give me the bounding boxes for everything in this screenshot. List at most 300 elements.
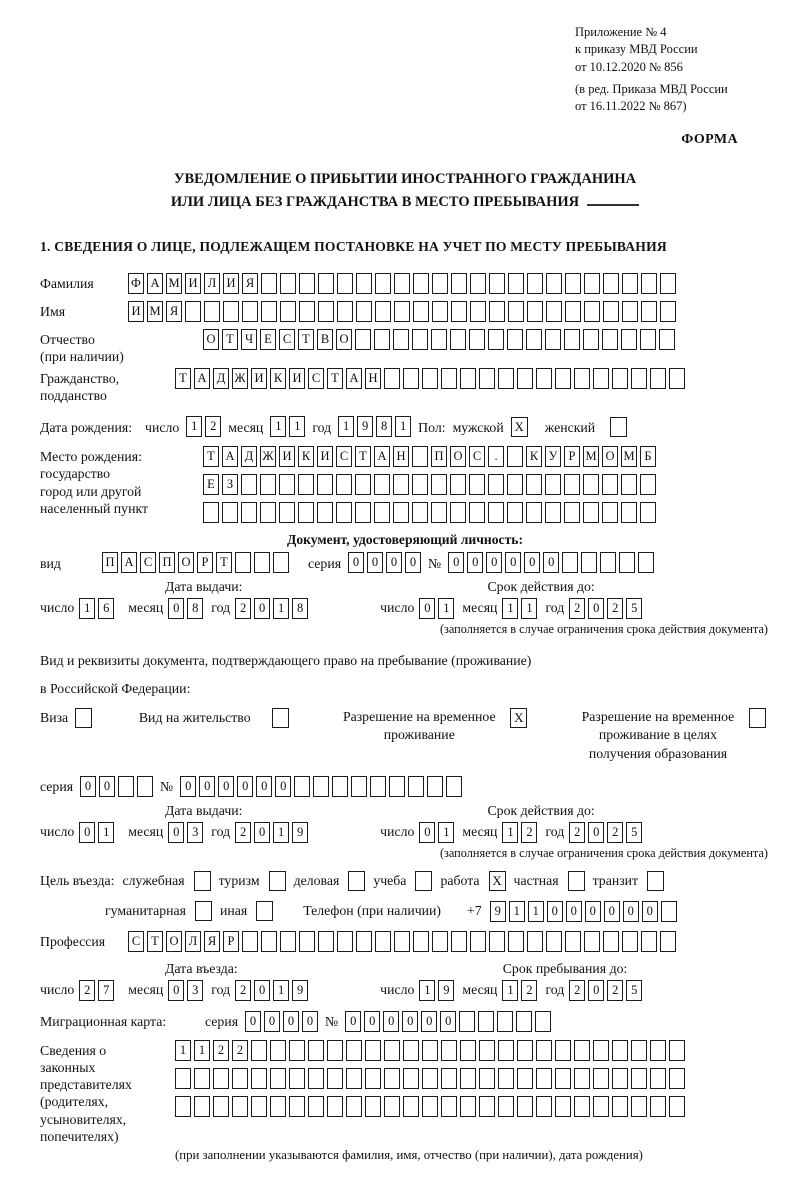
char-cell[interactable] (612, 368, 628, 389)
char-cell[interactable] (451, 301, 467, 322)
char-cell[interactable]: 8 (376, 416, 392, 437)
char-cell[interactable]: Т (203, 446, 219, 467)
char-cell[interactable] (602, 329, 618, 350)
char-cell[interactable]: К (270, 368, 286, 389)
char-cell[interactable]: И (251, 368, 267, 389)
char-cell[interactable]: 0 (566, 901, 582, 922)
char-cell[interactable]: 1 (98, 822, 114, 843)
char-cell[interactable] (631, 1040, 647, 1061)
char-cell[interactable]: 0 (367, 552, 383, 573)
char-cell[interactable] (622, 273, 638, 294)
char-cell[interactable] (260, 502, 276, 523)
char-cell[interactable]: 1 (289, 416, 305, 437)
char-cell[interactable] (384, 368, 400, 389)
char-cell[interactable] (660, 931, 676, 952)
char-cell[interactable] (332, 776, 348, 797)
char-cell[interactable] (497, 1011, 513, 1032)
purpose-study-checkbox[interactable] (415, 871, 432, 891)
char-cell[interactable]: М (621, 446, 637, 467)
char-cell[interactable] (432, 273, 448, 294)
char-cell[interactable] (488, 474, 504, 495)
char-cell[interactable]: 2 (607, 822, 623, 843)
char-cell[interactable] (600, 552, 616, 573)
char-cell[interactable]: М (166, 273, 182, 294)
char-cell[interactable]: 0 (168, 980, 184, 1001)
char-cell[interactable]: 0 (505, 552, 521, 573)
char-cell[interactable]: Ч (241, 329, 257, 350)
char-cell[interactable] (593, 1040, 609, 1061)
purpose-transit-checkbox[interactable] (647, 871, 664, 891)
char-cell[interactable] (545, 474, 561, 495)
char-cell[interactable] (669, 1068, 685, 1089)
char-cell[interactable] (527, 931, 543, 952)
char-cell[interactable] (631, 1096, 647, 1117)
char-cell[interactable] (204, 301, 220, 322)
char-cell[interactable] (469, 502, 485, 523)
char-cell[interactable]: 0 (448, 552, 464, 573)
char-cell[interactable]: Т (147, 931, 163, 952)
char-cell[interactable]: 0 (245, 1011, 261, 1032)
char-cell[interactable] (254, 552, 270, 573)
char-cell[interactable] (581, 552, 597, 573)
char-cell[interactable] (460, 1040, 476, 1061)
char-cell[interactable] (535, 1011, 551, 1032)
char-cell[interactable] (403, 368, 419, 389)
char-cell[interactable] (232, 1068, 248, 1089)
char-cell[interactable] (260, 474, 276, 495)
char-cell[interactable] (327, 1096, 343, 1117)
char-cell[interactable]: 0 (237, 776, 253, 797)
char-cell[interactable]: 1 (438, 598, 454, 619)
char-cell[interactable]: Р (223, 931, 239, 952)
char-cell[interactable] (235, 552, 251, 573)
char-cell[interactable] (564, 329, 580, 350)
char-cell[interactable]: З (222, 474, 238, 495)
char-cell[interactable] (574, 368, 590, 389)
char-cell[interactable]: 0 (275, 776, 291, 797)
char-cell[interactable]: 1 (175, 1040, 191, 1061)
char-cell[interactable]: Т (327, 368, 343, 389)
char-cell[interactable] (555, 1068, 571, 1089)
char-cell[interactable] (375, 273, 391, 294)
char-cell[interactable] (273, 552, 289, 573)
char-cell[interactable]: О (178, 552, 194, 573)
char-cell[interactable] (413, 301, 429, 322)
char-cell[interactable]: П (431, 446, 447, 467)
char-cell[interactable] (478, 1011, 494, 1032)
char-cell[interactable] (489, 301, 505, 322)
char-cell[interactable] (564, 474, 580, 495)
char-cell[interactable] (432, 931, 448, 952)
char-cell[interactable]: 0 (168, 822, 184, 843)
char-cell[interactable]: 2 (569, 980, 585, 1001)
char-cell[interactable] (650, 1096, 666, 1117)
char-cell[interactable]: 0 (168, 598, 184, 619)
char-cell[interactable] (327, 1040, 343, 1061)
char-cell[interactable]: 1 (194, 1040, 210, 1061)
char-cell[interactable] (223, 301, 239, 322)
char-cell[interactable]: 1 (528, 901, 544, 922)
char-cell[interactable] (203, 502, 219, 523)
char-cell[interactable]: Б (640, 446, 656, 467)
char-cell[interactable] (394, 273, 410, 294)
char-cell[interactable]: Т (355, 446, 371, 467)
char-cell[interactable]: И (317, 446, 333, 467)
char-cell[interactable] (336, 474, 352, 495)
char-cell[interactable] (631, 1068, 647, 1089)
char-cell[interactable]: Я (166, 301, 182, 322)
char-cell[interactable]: 8 (187, 598, 203, 619)
char-cell[interactable] (441, 1096, 457, 1117)
char-cell[interactable] (422, 1040, 438, 1061)
char-cell[interactable]: 2 (607, 980, 623, 1001)
char-cell[interactable]: С (279, 329, 295, 350)
char-cell[interactable]: Т (175, 368, 191, 389)
char-cell[interactable]: А (374, 446, 390, 467)
char-cell[interactable] (621, 474, 637, 495)
char-cell[interactable]: 0 (524, 552, 540, 573)
char-cell[interactable]: 0 (547, 901, 563, 922)
char-cell[interactable] (427, 776, 443, 797)
char-cell[interactable]: 0 (283, 1011, 299, 1032)
char-cell[interactable] (584, 273, 600, 294)
char-cell[interactable]: 0 (421, 1011, 437, 1032)
char-cell[interactable]: 1 (273, 980, 289, 1001)
char-cell[interactable]: 0 (79, 822, 95, 843)
char-cell[interactable]: Н (365, 368, 381, 389)
purpose-work-checkbox[interactable]: X (489, 871, 506, 891)
char-cell[interactable] (261, 301, 277, 322)
char-cell[interactable] (555, 368, 571, 389)
char-cell[interactable]: А (194, 368, 210, 389)
char-cell[interactable] (517, 1096, 533, 1117)
char-cell[interactable] (251, 1040, 267, 1061)
char-cell[interactable]: 0 (419, 822, 435, 843)
char-cell[interactable]: Р (564, 446, 580, 467)
char-cell[interactable]: О (166, 931, 182, 952)
char-cell[interactable] (356, 301, 372, 322)
char-cell[interactable] (545, 329, 561, 350)
char-cell[interactable]: 2 (607, 598, 623, 619)
char-cell[interactable]: 1 (270, 416, 286, 437)
char-cell[interactable]: 2 (521, 980, 537, 1001)
char-cell[interactable] (289, 1068, 305, 1089)
char-cell[interactable]: 1 (395, 416, 411, 437)
char-cell[interactable] (355, 329, 371, 350)
char-cell[interactable]: 0 (440, 1011, 456, 1032)
char-cell[interactable] (460, 1068, 476, 1089)
char-cell[interactable] (241, 474, 257, 495)
char-cell[interactable] (294, 776, 310, 797)
char-cell[interactable] (393, 502, 409, 523)
char-cell[interactable] (374, 329, 390, 350)
char-cell[interactable]: А (346, 368, 362, 389)
char-cell[interactable] (393, 474, 409, 495)
char-cell[interactable]: 6 (98, 598, 114, 619)
char-cell[interactable] (441, 1068, 457, 1089)
char-cell[interactable] (374, 474, 390, 495)
char-cell[interactable] (460, 1096, 476, 1117)
char-cell[interactable] (621, 329, 637, 350)
char-cell[interactable] (441, 1040, 457, 1061)
char-cell[interactable]: 2 (235, 822, 251, 843)
char-cell[interactable] (508, 931, 524, 952)
char-cell[interactable] (317, 502, 333, 523)
char-cell[interactable]: 1 (273, 822, 289, 843)
char-cell[interactable]: 1 (509, 901, 525, 922)
char-cell[interactable]: Ф (128, 273, 144, 294)
char-cell[interactable] (375, 931, 391, 952)
char-cell[interactable] (507, 329, 523, 350)
char-cell[interactable] (194, 1068, 210, 1089)
char-cell[interactable] (545, 502, 561, 523)
char-cell[interactable] (412, 502, 428, 523)
char-cell[interactable] (641, 273, 657, 294)
char-cell[interactable] (546, 931, 562, 952)
char-cell[interactable] (516, 1011, 532, 1032)
char-cell[interactable] (640, 329, 656, 350)
char-cell[interactable] (422, 368, 438, 389)
char-cell[interactable] (270, 1068, 286, 1089)
char-cell[interactable] (289, 1096, 305, 1117)
char-cell[interactable]: 0 (642, 901, 658, 922)
purpose-humanitarian-checkbox[interactable] (195, 901, 212, 921)
char-cell[interactable]: С (336, 446, 352, 467)
char-cell[interactable] (479, 1068, 495, 1089)
char-cell[interactable]: 0 (486, 552, 502, 573)
char-cell[interactable] (413, 931, 429, 952)
char-cell[interactable] (450, 329, 466, 350)
char-cell[interactable]: С (469, 446, 485, 467)
char-cell[interactable] (384, 1068, 400, 1089)
char-cell[interactable]: 0 (254, 598, 270, 619)
char-cell[interactable] (175, 1096, 191, 1117)
char-cell[interactable] (337, 273, 353, 294)
char-cell[interactable]: М (147, 301, 163, 322)
char-cell[interactable]: Н (393, 446, 409, 467)
char-cell[interactable] (118, 776, 134, 797)
char-cell[interactable] (659, 329, 675, 350)
char-cell[interactable] (374, 502, 390, 523)
char-cell[interactable] (669, 368, 685, 389)
char-cell[interactable] (508, 273, 524, 294)
char-cell[interactable] (280, 301, 296, 322)
char-cell[interactable] (365, 1040, 381, 1061)
char-cell[interactable] (669, 1096, 685, 1117)
char-cell[interactable] (403, 1068, 419, 1089)
char-cell[interactable]: И (279, 446, 295, 467)
char-cell[interactable]: 2 (521, 822, 537, 843)
char-cell[interactable] (489, 931, 505, 952)
char-cell[interactable] (346, 1096, 362, 1117)
char-cell[interactable]: П (102, 552, 118, 573)
char-cell[interactable]: 0 (80, 776, 96, 797)
char-cell[interactable]: 1 (186, 416, 202, 437)
char-cell[interactable] (612, 1040, 628, 1061)
char-cell[interactable]: 0 (218, 776, 234, 797)
char-cell[interactable] (412, 474, 428, 495)
char-cell[interactable] (660, 273, 676, 294)
char-cell[interactable]: 2 (205, 416, 221, 437)
char-cell[interactable] (470, 273, 486, 294)
char-cell[interactable]: Т (298, 329, 314, 350)
char-cell[interactable] (365, 1068, 381, 1089)
char-cell[interactable]: 0 (180, 776, 196, 797)
char-cell[interactable] (527, 273, 543, 294)
char-cell[interactable] (536, 1068, 552, 1089)
char-cell[interactable] (583, 502, 599, 523)
char-cell[interactable] (270, 1040, 286, 1061)
char-cell[interactable] (308, 1068, 324, 1089)
char-cell[interactable]: С (128, 931, 144, 952)
char-cell[interactable] (507, 446, 523, 467)
char-cell[interactable]: 0 (402, 1011, 418, 1032)
char-cell[interactable] (488, 329, 504, 350)
char-cell[interactable] (508, 301, 524, 322)
char-cell[interactable] (356, 931, 372, 952)
char-cell[interactable] (261, 273, 277, 294)
char-cell[interactable] (507, 502, 523, 523)
char-cell[interactable]: 0 (543, 552, 559, 573)
char-cell[interactable]: 1 (438, 822, 454, 843)
char-cell[interactable] (431, 329, 447, 350)
char-cell[interactable] (222, 502, 238, 523)
char-cell[interactable]: 2 (235, 598, 251, 619)
char-cell[interactable]: 9 (292, 980, 308, 1001)
char-cell[interactable]: 0 (386, 552, 402, 573)
char-cell[interactable] (318, 273, 334, 294)
char-cell[interactable]: 1 (273, 598, 289, 619)
char-cell[interactable] (185, 301, 201, 322)
char-cell[interactable]: 1 (521, 598, 537, 619)
char-cell[interactable]: Я (204, 931, 220, 952)
char-cell[interactable] (602, 474, 618, 495)
char-cell[interactable]: 2 (79, 980, 95, 1001)
char-cell[interactable] (299, 301, 315, 322)
char-cell[interactable] (562, 552, 578, 573)
char-cell[interactable] (460, 368, 476, 389)
char-cell[interactable] (355, 502, 371, 523)
char-cell[interactable] (498, 368, 514, 389)
char-cell[interactable] (583, 474, 599, 495)
char-cell[interactable] (469, 329, 485, 350)
char-cell[interactable]: М (583, 446, 599, 467)
purpose-business-checkbox[interactable] (348, 871, 365, 891)
char-cell[interactable]: 0 (588, 980, 604, 1001)
char-cell[interactable] (546, 273, 562, 294)
char-cell[interactable] (336, 502, 352, 523)
char-cell[interactable]: П (159, 552, 175, 573)
char-cell[interactable] (403, 1096, 419, 1117)
char-cell[interactable] (517, 1040, 533, 1061)
char-cell[interactable]: 0 (254, 822, 270, 843)
char-cell[interactable] (565, 301, 581, 322)
char-cell[interactable] (441, 368, 457, 389)
char-cell[interactable]: 0 (405, 552, 421, 573)
char-cell[interactable] (650, 1040, 666, 1061)
char-cell[interactable] (408, 776, 424, 797)
char-cell[interactable] (299, 931, 315, 952)
char-cell[interactable] (546, 301, 562, 322)
char-cell[interactable]: Ж (260, 446, 276, 467)
char-cell[interactable]: С (140, 552, 156, 573)
char-cell[interactable]: 9 (490, 901, 506, 922)
char-cell[interactable] (279, 474, 295, 495)
char-cell[interactable] (489, 273, 505, 294)
char-cell[interactable]: И (185, 273, 201, 294)
gender-male-checkbox[interactable]: X (511, 417, 528, 437)
char-cell[interactable]: О (203, 329, 219, 350)
char-cell[interactable] (346, 1068, 362, 1089)
char-cell[interactable]: 5 (626, 598, 642, 619)
char-cell[interactable] (261, 931, 277, 952)
char-cell[interactable]: 0 (364, 1011, 380, 1032)
char-cell[interactable]: 7 (98, 980, 114, 1001)
char-cell[interactable]: 0 (348, 552, 364, 573)
char-cell[interactable] (602, 502, 618, 523)
char-cell[interactable]: 0 (264, 1011, 280, 1032)
char-cell[interactable]: 0 (585, 901, 601, 922)
purpose-private-checkbox[interactable] (568, 871, 585, 891)
char-cell[interactable] (337, 931, 353, 952)
char-cell[interactable] (451, 931, 467, 952)
char-cell[interactable] (375, 301, 391, 322)
char-cell[interactable] (412, 329, 428, 350)
char-cell[interactable] (431, 502, 447, 523)
char-cell[interactable] (640, 502, 656, 523)
char-cell[interactable] (384, 1040, 400, 1061)
char-cell[interactable] (412, 446, 428, 467)
char-cell[interactable] (318, 931, 334, 952)
char-cell[interactable]: 0 (588, 598, 604, 619)
char-cell[interactable] (669, 1040, 685, 1061)
char-cell[interactable] (612, 1068, 628, 1089)
char-cell[interactable] (498, 1096, 514, 1117)
char-cell[interactable] (603, 931, 619, 952)
char-cell[interactable] (517, 368, 533, 389)
char-cell[interactable]: Я (242, 273, 258, 294)
char-cell[interactable] (270, 1096, 286, 1117)
char-cell[interactable]: 2 (569, 598, 585, 619)
char-cell[interactable] (661, 901, 677, 922)
char-cell[interactable] (327, 1068, 343, 1089)
char-cell[interactable] (555, 1096, 571, 1117)
char-cell[interactable] (355, 474, 371, 495)
char-cell[interactable] (574, 1068, 590, 1089)
char-cell[interactable] (536, 1096, 552, 1117)
char-cell[interactable] (593, 1068, 609, 1089)
char-cell[interactable] (526, 474, 542, 495)
char-cell[interactable]: У (545, 446, 561, 467)
char-cell[interactable]: И (223, 273, 239, 294)
char-cell[interactable] (621, 502, 637, 523)
char-cell[interactable]: 1 (502, 822, 518, 843)
char-cell[interactable]: В (317, 329, 333, 350)
char-cell[interactable] (574, 1096, 590, 1117)
char-cell[interactable] (337, 301, 353, 322)
char-cell[interactable] (603, 301, 619, 322)
char-cell[interactable]: 1 (502, 980, 518, 1001)
char-cell[interactable] (479, 368, 495, 389)
char-cell[interactable]: 3 (187, 822, 203, 843)
char-cell[interactable]: 0 (383, 1011, 399, 1032)
char-cell[interactable]: 0 (99, 776, 115, 797)
char-cell[interactable] (175, 1068, 191, 1089)
char-cell[interactable]: 1 (419, 980, 435, 1001)
char-cell[interactable] (555, 1040, 571, 1061)
char-cell[interactable] (242, 301, 258, 322)
char-cell[interactable] (650, 368, 666, 389)
